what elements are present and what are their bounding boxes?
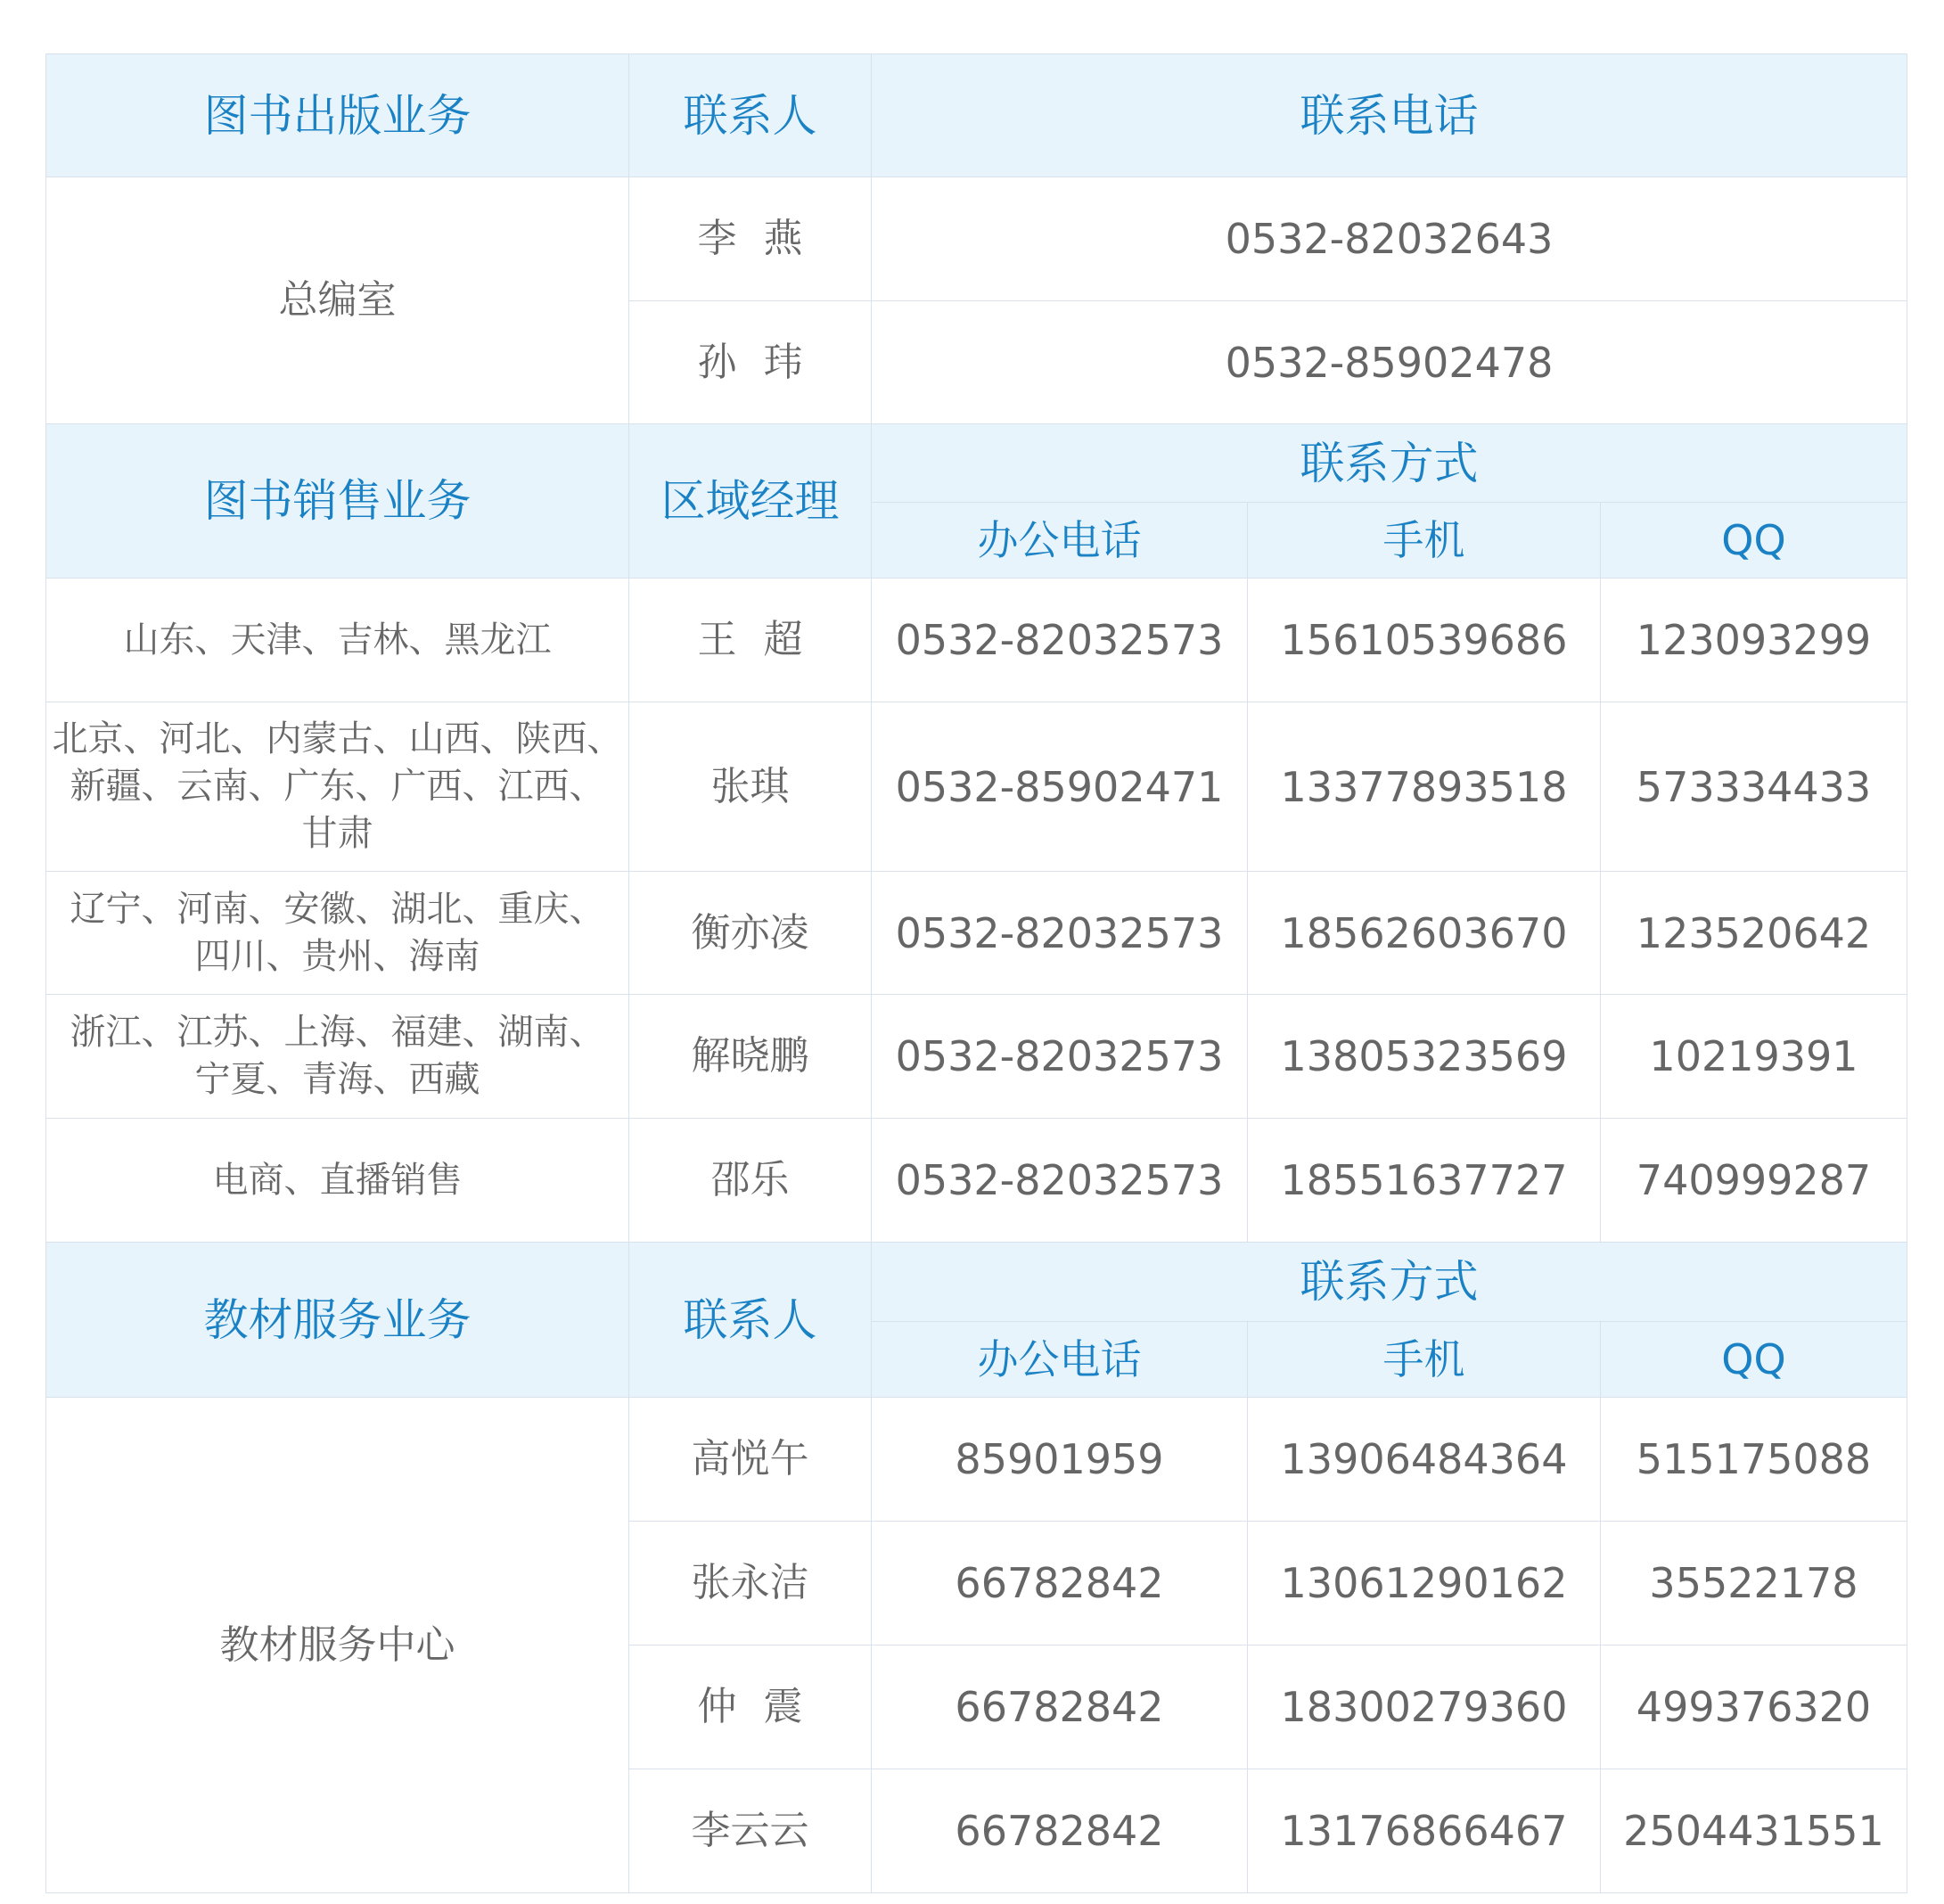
office-phone-header: 办公电话 bbox=[872, 1322, 1248, 1398]
office-phone: 66782842 bbox=[872, 1522, 1248, 1645]
qq-number: 515175088 bbox=[1601, 1398, 1907, 1522]
sales-manager: 衡亦凌 bbox=[629, 872, 872, 995]
textbook-department: 教材服务中心 bbox=[46, 1398, 629, 1893]
mobile-phone: 18300279360 bbox=[1248, 1645, 1601, 1769]
mobile-phone: 13176866467 bbox=[1248, 1769, 1601, 1893]
office-phone: 66782842 bbox=[872, 1645, 1248, 1769]
contact-phone: 0532-85902478 bbox=[872, 301, 1907, 424]
contact-name: 仲震 bbox=[629, 1645, 872, 1769]
region-line: 宁夏、青海、西藏 bbox=[194, 1059, 480, 1100]
contact-name: 李云云 bbox=[629, 1769, 872, 1893]
table-row bbox=[46, 177, 1907, 301]
region-line: 浙江、江苏、上海、福建、湖南、 bbox=[70, 1012, 605, 1053]
office-phone: 0532-82032573 bbox=[872, 1119, 1248, 1243]
contact-name: 张永洁 bbox=[629, 1522, 872, 1645]
publishing-header-row bbox=[46, 54, 1907, 177]
publishing-phone-header: 联系电话 bbox=[872, 54, 1907, 177]
mobile-phone: 13377893518 bbox=[1248, 702, 1601, 872]
region-line: 北京、河北、内蒙古、山西、陕西、 bbox=[52, 718, 623, 759]
mobile-phone: 15610539686 bbox=[1248, 579, 1601, 702]
publishing-business-header: 图书出版业务 bbox=[46, 54, 629, 177]
qq-number: 740999287 bbox=[1601, 1119, 1907, 1243]
mobile-phone: 18562603670 bbox=[1248, 872, 1601, 995]
textbook-contact-header: 联系人 bbox=[629, 1243, 872, 1398]
qq-header: QQ bbox=[1601, 1322, 1907, 1398]
qq-number: 35522178 bbox=[1601, 1522, 1907, 1645]
mobile-phone: 18551637727 bbox=[1248, 1119, 1601, 1243]
sales-business-header: 图书销售业务 bbox=[46, 424, 629, 579]
qq-number: 123520642 bbox=[1601, 872, 1907, 995]
qq-number: 123093299 bbox=[1601, 579, 1907, 702]
textbook-contact-methods-header: 联系方式 bbox=[872, 1243, 1907, 1322]
region-line: 甘肃 bbox=[301, 813, 373, 854]
office-phone: 0532-85902471 bbox=[872, 702, 1248, 872]
contact-name: 孙玮 bbox=[629, 301, 872, 424]
contact-name: 高悦午 bbox=[629, 1398, 872, 1522]
table-row bbox=[46, 1119, 1907, 1243]
sales-manager: 邵乐 bbox=[629, 1119, 872, 1243]
office-phone: 85901959 bbox=[872, 1398, 1248, 1522]
contact-phone: 0532-82032643 bbox=[872, 177, 1907, 301]
sales-region bbox=[46, 1119, 629, 1243]
sales-manager-header: 区域经理 bbox=[629, 424, 872, 579]
qq-number: 499376320 bbox=[1601, 1645, 1907, 1769]
sales-region bbox=[46, 995, 629, 1119]
contact-table bbox=[45, 53, 1907, 1893]
region-line: 四川、贵州、海南 bbox=[194, 935, 480, 977]
region-line: 辽宁、河南、安徽、湖北、重庆、 bbox=[70, 888, 605, 930]
sales-manager: 王超 bbox=[629, 579, 872, 702]
sales-region bbox=[46, 702, 629, 872]
mobile-phone: 13906484364 bbox=[1248, 1398, 1601, 1522]
sales-region bbox=[46, 872, 629, 995]
table-row bbox=[46, 872, 1907, 995]
textbook-business-header: 教材服务业务 bbox=[46, 1243, 629, 1398]
mobile-phone: 13805323569 bbox=[1248, 995, 1601, 1119]
textbook-header-row bbox=[46, 1243, 1907, 1322]
qq-number: 10219391 bbox=[1601, 995, 1907, 1119]
region-line: 山东、天津、吉林、黑龙江 bbox=[123, 619, 552, 661]
region-line: 电商、直播销售 bbox=[212, 1159, 463, 1201]
contact-name: 李燕 bbox=[629, 177, 872, 301]
sales-manager: 解晓鹏 bbox=[629, 995, 872, 1119]
table-row bbox=[46, 702, 1907, 872]
sales-header-row bbox=[46, 424, 1907, 503]
mobile-header: 手机 bbox=[1248, 503, 1601, 579]
qq-header: QQ bbox=[1601, 503, 1907, 579]
publishing-department: 总编室 bbox=[46, 177, 629, 424]
office-phone: 0532-82032573 bbox=[872, 995, 1248, 1119]
table-row bbox=[46, 1398, 1907, 1522]
sales-contact-methods-header: 联系方式 bbox=[872, 424, 1907, 503]
sales-manager: 张琪 bbox=[629, 702, 872, 872]
mobile-phone: 13061290162 bbox=[1248, 1522, 1601, 1645]
qq-number: 2504431551 bbox=[1601, 1769, 1907, 1893]
publishing-contact-header: 联系人 bbox=[629, 54, 872, 177]
office-phone-header: 办公电话 bbox=[872, 503, 1248, 579]
office-phone: 0532-82032573 bbox=[872, 872, 1248, 995]
sales-region bbox=[46, 579, 629, 702]
mobile-header: 手机 bbox=[1248, 1322, 1601, 1398]
office-phone: 66782842 bbox=[872, 1769, 1248, 1893]
table-row bbox=[46, 995, 1907, 1119]
office-phone: 0532-82032573 bbox=[872, 579, 1248, 702]
region-line: 新疆、云南、广东、广西、江西、 bbox=[70, 766, 605, 807]
table-row bbox=[46, 579, 1907, 702]
qq-number: 573334433 bbox=[1601, 702, 1907, 872]
